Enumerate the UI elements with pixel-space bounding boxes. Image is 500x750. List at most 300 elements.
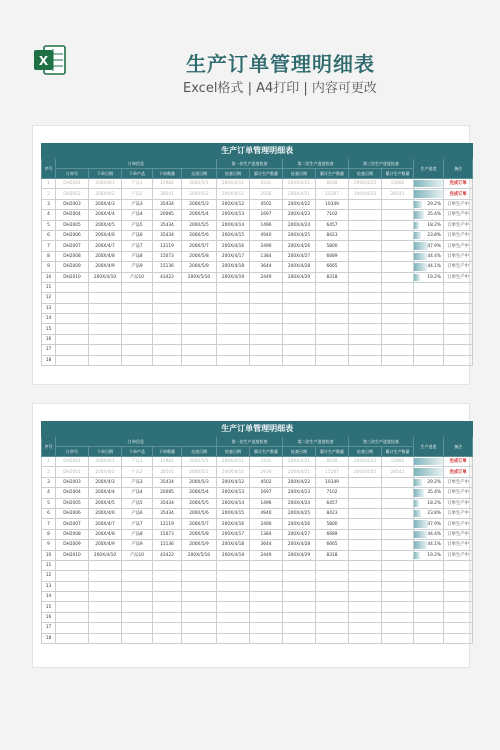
empty-cell[interactable]	[382, 633, 414, 643]
empty-cell[interactable]	[382, 355, 414, 365]
empty-cell[interactable]	[382, 571, 414, 581]
empty-cell[interactable]	[153, 571, 182, 581]
empty-cell[interactable]	[250, 345, 283, 355]
empty-cell[interactable]	[414, 355, 444, 365]
empty-cell[interactable]	[250, 581, 283, 591]
cell-date[interactable]: 200X/4/6	[89, 230, 122, 240]
cell-order[interactable]: DH2006	[56, 508, 89, 518]
cell-c3q[interactable]	[382, 498, 414, 508]
table-row[interactable]	[42, 560, 473, 570]
cell-seq[interactable]: 12	[42, 571, 56, 581]
empty-cell[interactable]	[217, 560, 250, 570]
cell-c1q[interactable]: 4940	[250, 508, 283, 518]
cell-seq[interactable]: 7	[42, 241, 56, 251]
empty-cell[interactable]	[182, 334, 217, 344]
cell-seq[interactable]: 14	[42, 592, 56, 602]
empty-cell[interactable]	[283, 571, 316, 581]
cell-seq[interactable]: 4	[42, 488, 56, 498]
cell-product[interactable]: 产品4	[122, 488, 153, 498]
empty-cell[interactable]	[444, 612, 473, 622]
empty-cell[interactable]	[444, 592, 473, 602]
cell-qty[interactable]: 35434	[153, 508, 182, 518]
empty-cell[interactable]	[382, 612, 414, 622]
cell-order[interactable]: DH2008	[56, 529, 89, 539]
cell-order[interactable]: DH2002	[56, 189, 89, 199]
empty-cell[interactable]	[182, 293, 217, 303]
empty-cell[interactable]	[349, 282, 382, 292]
progress-cell[interactable]	[414, 241, 444, 251]
cell-c1q[interactable]: 2449	[250, 272, 283, 282]
empty-cell[interactable]	[250, 612, 283, 622]
cell-c3d[interactable]	[349, 210, 382, 220]
progress-cell[interactable]	[414, 488, 444, 498]
table-row[interactable]	[42, 220, 473, 230]
empty-cell[interactable]	[89, 602, 122, 612]
empty-cell[interactable]	[444, 560, 473, 570]
cell-seq[interactable]: 2	[42, 189, 56, 199]
empty-cell[interactable]	[283, 560, 316, 570]
cell-seq[interactable]: 6	[42, 230, 56, 240]
empty-cell[interactable]	[89, 303, 122, 313]
table-row[interactable]	[42, 519, 473, 529]
empty-cell[interactable]	[414, 282, 444, 292]
cell-c1q[interactable]: 1496	[250, 220, 283, 230]
empty-cell[interactable]	[444, 334, 473, 344]
empty-cell[interactable]	[349, 633, 382, 643]
empty-cell[interactable]	[217, 612, 250, 622]
cell-c2d[interactable]: 200X/4/23	[283, 210, 316, 220]
cell-c3q[interactable]	[382, 272, 414, 282]
empty-cell[interactable]	[414, 581, 444, 591]
cell-c1d[interactable]: 200X/4/15	[217, 230, 250, 240]
cell-date[interactable]: 200X/4/9	[89, 262, 122, 272]
cell-c1d[interactable]: 200X/4/19	[217, 272, 250, 282]
cell-seq[interactable]: 12	[42, 293, 56, 303]
progress-cell[interactable]	[414, 550, 444, 560]
cell-c1d[interactable]: 200X/4/17	[217, 529, 250, 539]
empty-cell[interactable]	[89, 623, 122, 633]
empty-cell[interactable]	[316, 633, 349, 643]
table-row[interactable]	[42, 467, 473, 477]
cell-c3d[interactable]	[349, 550, 382, 560]
empty-cell[interactable]	[153, 293, 182, 303]
table-row[interactable]	[42, 477, 473, 487]
cell-product[interactable]: 产品5	[122, 220, 153, 230]
cell-c1d[interactable]: 200X/4/19	[217, 550, 250, 560]
cell-delivery[interactable]: 200X/5/4	[182, 488, 217, 498]
cell-c3q[interactable]	[382, 550, 414, 560]
cell-delivery[interactable]: 200X/5/9	[182, 262, 217, 272]
cell-seq[interactable]: 1	[42, 457, 56, 467]
table-row[interactable]	[42, 334, 473, 344]
empty-cell[interactable]	[122, 282, 153, 292]
empty-cell[interactable]	[283, 293, 316, 303]
empty-cell[interactable]	[250, 560, 283, 570]
empty-cell[interactable]	[316, 324, 349, 334]
empty-cell[interactable]	[414, 592, 444, 602]
cell-date[interactable]: 200X/4/5	[89, 220, 122, 230]
empty-cell[interactable]	[153, 602, 182, 612]
cell-qty[interactable]: 43422	[153, 272, 182, 282]
cell-product[interactable]: 产品10	[122, 550, 153, 560]
cell-date[interactable]: 200X/4/8	[89, 529, 122, 539]
cell-c3d[interactable]	[349, 540, 382, 550]
cell-c2q[interactable]: 6665	[316, 262, 349, 272]
status-cell[interactable]: 完成订单	[444, 189, 473, 199]
empty-cell[interactable]	[414, 334, 444, 344]
empty-cell[interactable]	[56, 303, 89, 313]
cell-c3q[interactable]	[382, 477, 414, 487]
empty-cell[interactable]	[283, 602, 316, 612]
empty-cell[interactable]	[349, 293, 382, 303]
cell-seq[interactable]: 8	[42, 251, 56, 261]
cell-seq[interactable]: 5	[42, 498, 56, 508]
table-row[interactable]	[42, 508, 473, 518]
empty-cell[interactable]	[122, 293, 153, 303]
progress-cell[interactable]	[414, 498, 444, 508]
empty-cell[interactable]	[316, 592, 349, 602]
cell-seq[interactable]: 17	[42, 623, 56, 633]
empty-cell[interactable]	[349, 345, 382, 355]
status-cell[interactable]: 订单生产中	[444, 272, 473, 282]
empty-cell[interactable]	[283, 334, 316, 344]
cell-c3q[interactable]: 28541	[382, 467, 414, 477]
progress-cell[interactable]	[414, 529, 444, 539]
empty-cell[interactable]	[382, 334, 414, 344]
empty-cell[interactable]	[444, 324, 473, 334]
cell-seq[interactable]: 15	[42, 324, 56, 334]
empty-cell[interactable]	[182, 592, 217, 602]
cell-order[interactable]: DH2005	[56, 498, 89, 508]
empty-cell[interactable]	[316, 602, 349, 612]
cell-c1q[interactable]: 1384	[250, 529, 283, 539]
empty-cell[interactable]	[250, 334, 283, 344]
table-row[interactable]	[42, 623, 473, 633]
progress-cell[interactable]	[414, 189, 444, 199]
cell-order[interactable]: DH2008	[56, 251, 89, 261]
cell-qty[interactable]: 35434	[153, 199, 182, 209]
cell-c2d[interactable]: 200X/4/27	[283, 529, 316, 539]
empty-cell[interactable]	[283, 633, 316, 643]
empty-cell[interactable]	[217, 303, 250, 313]
cell-c3q[interactable]	[382, 529, 414, 539]
cell-c1d[interactable]: 200X/4/16	[217, 519, 250, 529]
empty-cell[interactable]	[89, 334, 122, 344]
empty-cell[interactable]	[444, 571, 473, 581]
cell-c1d[interactable]: 200X/4/13	[217, 210, 250, 220]
empty-cell[interactable]	[217, 355, 250, 365]
cell-order[interactable]: DH2005	[56, 220, 89, 230]
cell-qty[interactable]: 35434	[153, 220, 182, 230]
cell-c1d[interactable]: 200X/4/11	[217, 179, 250, 189]
empty-cell[interactable]	[349, 303, 382, 313]
cell-seq[interactable]: 13	[42, 303, 56, 313]
empty-cell[interactable]	[217, 293, 250, 303]
empty-cell[interactable]	[316, 282, 349, 292]
cell-c2d[interactable]: 200X/4/21	[283, 457, 316, 467]
cell-c1q[interactable]: 4502	[250, 199, 283, 209]
progress-cell[interactable]	[414, 540, 444, 550]
cell-c2d[interactable]: 200X/4/26	[283, 241, 316, 251]
cell-c1d[interactable]: 200X/4/18	[217, 262, 250, 272]
cell-c1q[interactable]: 2936	[250, 467, 283, 477]
status-cell[interactable]: 订单生产中	[444, 199, 473, 209]
cell-delivery[interactable]: 200X/5/6	[182, 230, 217, 240]
empty-cell[interactable]	[56, 623, 89, 633]
status-cell[interactable]: 订单生产中	[444, 210, 473, 220]
empty-cell[interactable]	[182, 324, 217, 334]
empty-cell[interactable]	[444, 581, 473, 591]
table-row[interactable]	[42, 303, 473, 313]
empty-cell[interactable]	[316, 334, 349, 344]
cell-qty[interactable]: 35434	[153, 230, 182, 240]
progress-cell[interactable]	[414, 467, 444, 477]
cell-c2q[interactable]: 8423	[316, 508, 349, 518]
empty-cell[interactable]	[283, 592, 316, 602]
table-row[interactable]	[42, 324, 473, 334]
empty-cell[interactable]	[349, 612, 382, 622]
cell-c1q[interactable]: 2490	[250, 519, 283, 529]
cell-seq[interactable]: 10	[42, 550, 56, 560]
cell-product[interactable]: 产品4	[122, 210, 153, 220]
table-row[interactable]	[42, 262, 473, 272]
cell-c2q[interactable]: 8423	[316, 230, 349, 240]
cell-order[interactable]: DH2003	[56, 477, 89, 487]
empty-cell[interactable]	[349, 334, 382, 344]
cell-date[interactable]: 200X/4/7	[89, 519, 122, 529]
cell-c3d[interactable]: 200X/4/25	[349, 179, 382, 189]
cell-c3d[interactable]	[349, 230, 382, 240]
empty-cell[interactable]	[89, 592, 122, 602]
table-row[interactable]	[42, 571, 473, 581]
cell-c1q[interactable]: 1697	[250, 488, 283, 498]
empty-cell[interactable]	[89, 345, 122, 355]
cell-c3q[interactable]: 15982	[382, 179, 414, 189]
cell-c2q[interactable]: 7102	[316, 488, 349, 498]
empty-cell[interactable]	[444, 293, 473, 303]
status-cell[interactable]: 完成订单	[444, 457, 473, 467]
cell-product[interactable]: 产品1	[122, 179, 153, 189]
cell-date[interactable]: 200X/4/7	[89, 241, 122, 251]
cell-qty[interactable]: 43422	[153, 550, 182, 560]
cell-c1q[interactable]: 3644	[250, 540, 283, 550]
progress-cell[interactable]	[414, 272, 444, 282]
empty-cell[interactable]	[250, 602, 283, 612]
empty-cell[interactable]	[414, 293, 444, 303]
cell-c1q[interactable]: 2449	[250, 550, 283, 560]
empty-cell[interactable]	[153, 282, 182, 292]
cell-qty[interactable]: 15073	[153, 529, 182, 539]
progress-cell[interactable]	[414, 179, 444, 189]
cell-order[interactable]: DH2007	[56, 241, 89, 251]
cell-c2q[interactable]: 6457	[316, 498, 349, 508]
cell-date[interactable]: 200X/4/2	[89, 189, 122, 199]
cell-seq[interactable]: 3	[42, 199, 56, 209]
cell-date[interactable]: 200X/4/1	[89, 457, 122, 467]
table-row[interactable]	[42, 282, 473, 292]
cell-order[interactable]: DH2001	[56, 457, 89, 467]
empty-cell[interactable]	[153, 623, 182, 633]
cell-order[interactable]: DH2001	[56, 179, 89, 189]
cell-c3q[interactable]	[382, 262, 414, 272]
cell-c1d[interactable]: 200X/4/12	[217, 199, 250, 209]
empty-cell[interactable]	[122, 314, 153, 324]
cell-c1q[interactable]: 1496	[250, 498, 283, 508]
empty-cell[interactable]	[153, 592, 182, 602]
cell-date[interactable]: 200X/4/1	[89, 179, 122, 189]
empty-cell[interactable]	[382, 560, 414, 570]
empty-cell[interactable]	[316, 623, 349, 633]
cell-order[interactable]: DH2009	[56, 540, 89, 550]
cell-delivery[interactable]: 200X/5/6	[182, 508, 217, 518]
cell-qty[interactable]: 35434	[153, 498, 182, 508]
cell-order[interactable]: DH2010	[56, 272, 89, 282]
empty-cell[interactable]	[316, 581, 349, 591]
empty-cell[interactable]	[250, 293, 283, 303]
cell-c2q[interactable]: 5800	[316, 519, 349, 529]
empty-cell[interactable]	[56, 633, 89, 643]
cell-c2q[interactable]: 8318	[316, 272, 349, 282]
status-cell[interactable]: 订单生产中	[444, 498, 473, 508]
progress-cell[interactable]	[414, 457, 444, 467]
empty-cell[interactable]	[250, 303, 283, 313]
empty-cell[interactable]	[89, 355, 122, 365]
cell-delivery[interactable]: 200X/5/5	[182, 498, 217, 508]
empty-cell[interactable]	[444, 303, 473, 313]
empty-cell[interactable]	[349, 314, 382, 324]
empty-cell[interactable]	[122, 355, 153, 365]
cell-product[interactable]: 产品6	[122, 508, 153, 518]
empty-cell[interactable]	[250, 571, 283, 581]
cell-c2q[interactable]: 7102	[316, 210, 349, 220]
cell-c2d[interactable]: 200X/4/24	[283, 498, 316, 508]
empty-cell[interactable]	[122, 592, 153, 602]
cell-date[interactable]: 200X/4/10	[89, 272, 122, 282]
empty-cell[interactable]	[283, 314, 316, 324]
empty-cell[interactable]	[316, 355, 349, 365]
cell-order[interactable]: DH2009	[56, 262, 89, 272]
empty-cell[interactable]	[56, 602, 89, 612]
progress-cell[interactable]	[414, 220, 444, 230]
cell-c2q[interactable]: 6689	[316, 529, 349, 539]
empty-cell[interactable]	[56, 592, 89, 602]
cell-c3d[interactable]	[349, 241, 382, 251]
cell-c2q[interactable]: 10349	[316, 199, 349, 209]
table-row[interactable]	[42, 345, 473, 355]
cell-c1d[interactable]: 200X/4/18	[217, 540, 250, 550]
empty-cell[interactable]	[217, 314, 250, 324]
cell-qty[interactable]: 28541	[153, 467, 182, 477]
empty-cell[interactable]	[56, 334, 89, 344]
empty-cell[interactable]	[349, 623, 382, 633]
cell-delivery[interactable]: 200X/5/2	[182, 467, 217, 477]
cell-c3d[interactable]	[349, 262, 382, 272]
cell-c1q[interactable]: 1384	[250, 251, 283, 261]
cell-delivery[interactable]: 200X/5/3	[182, 477, 217, 487]
cell-qty[interactable]: 20085	[153, 488, 182, 498]
cell-c1d[interactable]: 200X/4/14	[217, 498, 250, 508]
empty-cell[interactable]	[283, 282, 316, 292]
cell-qty[interactable]: 12119	[153, 241, 182, 251]
progress-cell[interactable]	[414, 210, 444, 220]
empty-cell[interactable]	[382, 581, 414, 591]
cell-c3q[interactable]: 15982	[382, 457, 414, 467]
cell-order[interactable]: DH2004	[56, 488, 89, 498]
cell-qty[interactable]: 12119	[153, 519, 182, 529]
empty-cell[interactable]	[217, 334, 250, 344]
empty-cell[interactable]	[182, 303, 217, 313]
cell-c2q[interactable]: 8938	[316, 179, 349, 189]
table-row[interactable]	[42, 633, 473, 643]
cell-c3d[interactable]	[349, 488, 382, 498]
cell-c2q[interactable]: 8318	[316, 550, 349, 560]
cell-delivery[interactable]: 200X/5/10	[182, 272, 217, 282]
cell-product[interactable]: 产品2	[122, 189, 153, 199]
cell-c2q[interactable]: 15287	[316, 189, 349, 199]
cell-qty[interactable]: 20085	[153, 210, 182, 220]
empty-cell[interactable]	[444, 345, 473, 355]
cell-c3q[interactable]	[382, 241, 414, 251]
cell-c1d[interactable]: 200X/4/11	[217, 467, 250, 477]
cell-c1q[interactable]: 1932	[250, 179, 283, 189]
cell-c3q[interactable]	[382, 508, 414, 518]
cell-c3d[interactable]	[349, 272, 382, 282]
cell-product[interactable]: 产品10	[122, 272, 153, 282]
cell-seq[interactable]: 7	[42, 519, 56, 529]
cell-c3q[interactable]	[382, 210, 414, 220]
cell-c2d[interactable]: 200X/4/25	[283, 230, 316, 240]
cell-c2d[interactable]: 200X/4/27	[283, 251, 316, 261]
cell-seq[interactable]: 11	[42, 282, 56, 292]
status-cell[interactable]: 订单生产中	[444, 529, 473, 539]
cell-seq[interactable]: 16	[42, 612, 56, 622]
cell-product[interactable]: 产品7	[122, 519, 153, 529]
cell-delivery[interactable]: 200X/5/2	[182, 189, 217, 199]
empty-cell[interactable]	[56, 345, 89, 355]
cell-seq[interactable]: 4	[42, 210, 56, 220]
cell-c3d[interactable]	[349, 529, 382, 539]
cell-order[interactable]: DH2002	[56, 467, 89, 477]
cell-c3d[interactable]	[349, 477, 382, 487]
cell-c1d[interactable]: 200X/4/13	[217, 488, 250, 498]
cell-product[interactable]: 产品6	[122, 230, 153, 240]
table-row[interactable]	[42, 602, 473, 612]
empty-cell[interactable]	[56, 355, 89, 365]
cell-product[interactable]: 产品1	[122, 457, 153, 467]
cell-product[interactable]: 产品8	[122, 529, 153, 539]
empty-cell[interactable]	[349, 560, 382, 570]
status-cell[interactable]: 订单生产中	[444, 508, 473, 518]
cell-qty[interactable]: 15982	[153, 457, 182, 467]
cell-c2d[interactable]: 200X/4/29	[283, 550, 316, 560]
status-cell[interactable]: 订单生产中	[444, 230, 473, 240]
empty-cell[interactable]	[56, 314, 89, 324]
empty-cell[interactable]	[153, 303, 182, 313]
cell-seq[interactable]: 5	[42, 220, 56, 230]
table-row[interactable]	[42, 457, 473, 467]
cell-c1q[interactable]: 1932	[250, 457, 283, 467]
cell-c2d[interactable]: 200X/4/22	[283, 199, 316, 209]
empty-cell[interactable]	[414, 623, 444, 633]
status-cell[interactable]: 完成订单	[444, 467, 473, 477]
table-row[interactable]	[42, 241, 473, 251]
cell-seq[interactable]: 17	[42, 345, 56, 355]
cell-c2q[interactable]: 6689	[316, 251, 349, 261]
table-row[interactable]	[42, 199, 473, 209]
cell-order[interactable]: DH2003	[56, 199, 89, 209]
cell-c2d[interactable]: 200X/4/26	[283, 519, 316, 529]
empty-cell[interactable]	[89, 282, 122, 292]
